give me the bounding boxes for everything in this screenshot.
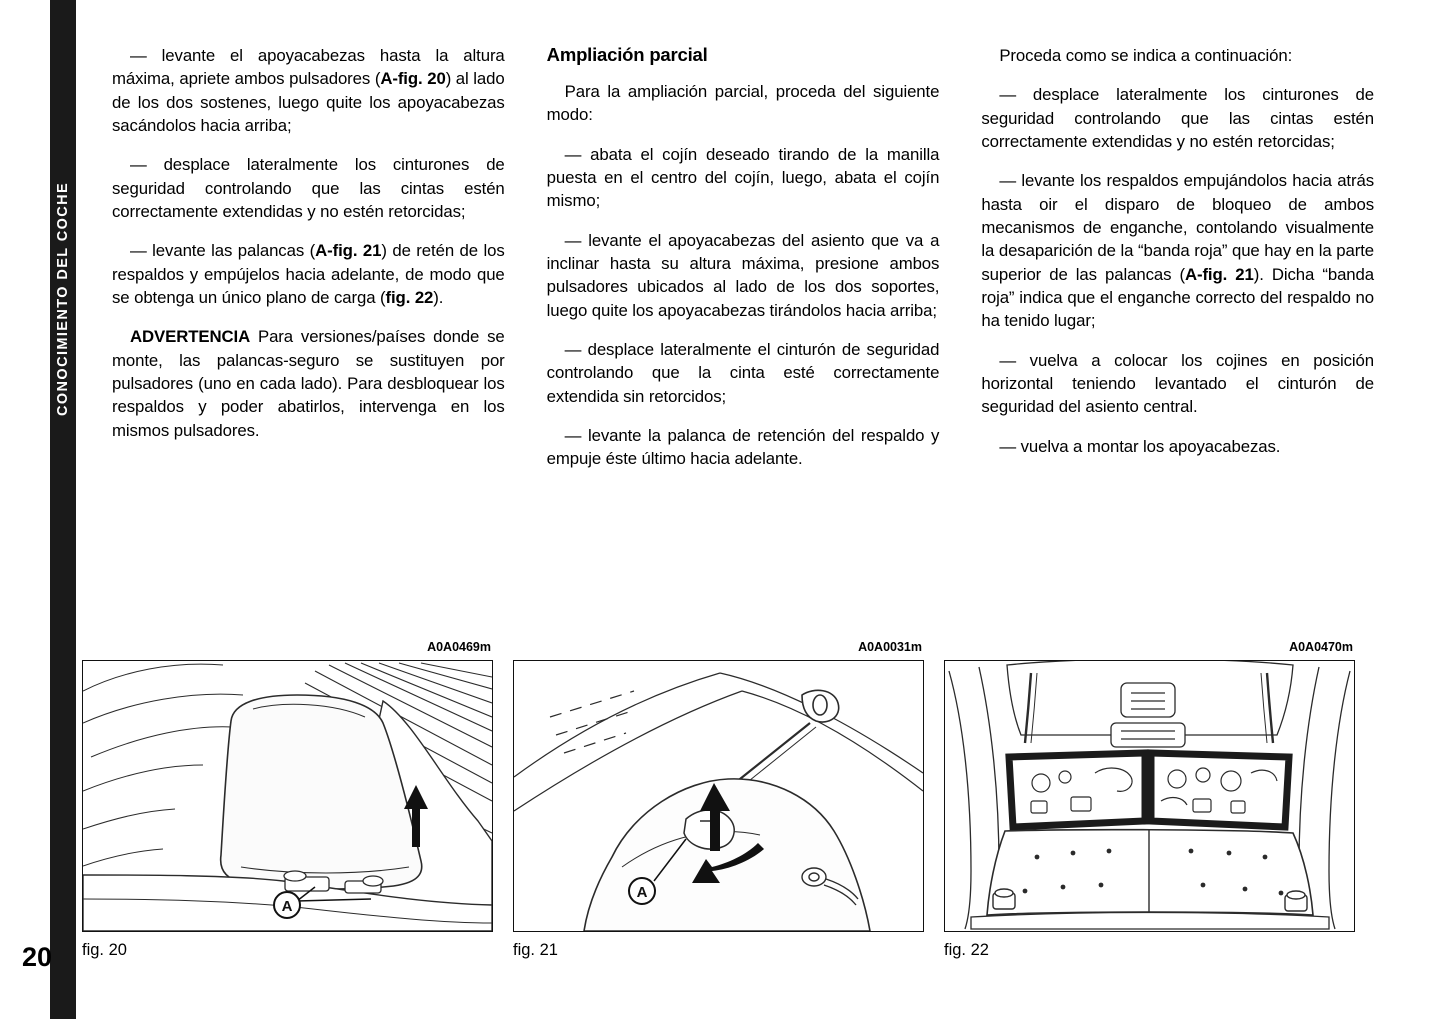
figures-row — [82, 640, 1377, 960]
figure-caption: fig. 22 — [944, 941, 989, 959]
paragraph: Para la ampliación parcial, proceda del siguiente modo: — [546, 82, 940, 125]
paragraph: — desplace lateralmente el cinturón de seguridad controlando que la cinta esté correctamente extendida sin retorcidos; — [546, 340, 940, 406]
figure-caption: fig. 21 — [513, 941, 558, 959]
folded-flat-load-floor-illustration — [945, 661, 1354, 931]
paragraph: — levante la palanca de retención del respaldo y empuje éste último hacia adelante. — [546, 426, 940, 469]
column-center — [547, 44, 940, 487]
paragraph: — desplace lateralmente los cinturones de seguridad controlando que las cintas estén correctamente extendidas y no estén retorcidas; — [112, 155, 505, 222]
paragraph: — vuelva a colocar los cojines en posición horizontal teniendo levantado el cinturón de seguridad del asiento central. — [981, 350, 1375, 417]
text-columns — [112, 44, 1374, 487]
column-left — [112, 44, 505, 487]
figure-image-22 — [944, 660, 1355, 932]
advertencia-paragraph: ADVERTENCIA Para versiones/países donde se monte, las palancas-seguro se sustituyen por pulsadores (uno en cada lado). Para desbloquear los respaldos y poder abatirlos, intervenga en los mismos pulsadores. — [112, 327, 505, 440]
paragraph: — vuelva a montar los apoyacabezas. — [999, 436, 1281, 456]
figure-21 — [513, 640, 922, 960]
figure-code: A0A0470m — [1289, 640, 1353, 654]
figure-image-20 — [82, 660, 493, 932]
paragraph: — levante el apoyacabezas hasta la altura máxima, apriete ambos pulsadores (A-fig. 20) al lado de los dos sostenes, luego quite los apoyacabezas sacándolos hacia arriba; — [112, 46, 505, 136]
headrest-removal-illustration — [83, 661, 492, 931]
paragraph: — levante los respaldos empujándolos hacia atrás hasta oir el disparo de bloqueo de ambos mecanismos de enganche, contolando visualmente la desaparición de la “banda roja” que hay en la parte superior de las palancas (A-fig. 21). Dicha “banda roja” indica que el enganche correcto del respaldo no ha tenido lugar; — [981, 171, 1375, 331]
paragraph: — levante el apoyacabezas del asiento que va a inclinar hasta su altura máxima, presione ambos pulsadores ubicados al lado de los dos soportes, luego quite los apoyacabezas tirándolos hacia arriba; — [546, 230, 940, 320]
figure-20 — [82, 640, 491, 960]
figure-code: A0A0469m — [427, 640, 491, 654]
paragraph: — levante las palancas (A-fig. 21) de retén de los respaldos y empújelos hacia adelante, de modo que se obtenga un único plano de carga (fig. 22). — [112, 241, 505, 308]
seatback-lever-illustration — [514, 661, 923, 931]
column-right — [981, 44, 1374, 487]
page-number: 20 — [22, 942, 53, 972]
svg-text:A: A — [636, 884, 648, 901]
subheading-ampliacion-parcial: Ampliación parcial — [546, 44, 708, 65]
section-bar-label: CONOCIMIENTO DEL COCHE — [55, 181, 71, 416]
svg-text:A: A — [281, 898, 293, 915]
paragraph: Proceda como se indica a continuación: — [999, 46, 1293, 65]
figure-22 — [944, 640, 1353, 960]
paragraph: — desplace lateralmente los cinturones de seguridad controlando que las cintas estén correctamente extendidas y no estén retorcidas; — [981, 85, 1375, 152]
figure-caption: fig. 20 — [82, 941, 127, 959]
figure-code: A0A0031m — [858, 640, 922, 654]
paragraph: — abata el cojín deseado tirando de la manilla puesta en el centro del cojín, luego, abata el cojín mismo; — [546, 144, 940, 211]
figure-image-21 — [513, 660, 924, 932]
